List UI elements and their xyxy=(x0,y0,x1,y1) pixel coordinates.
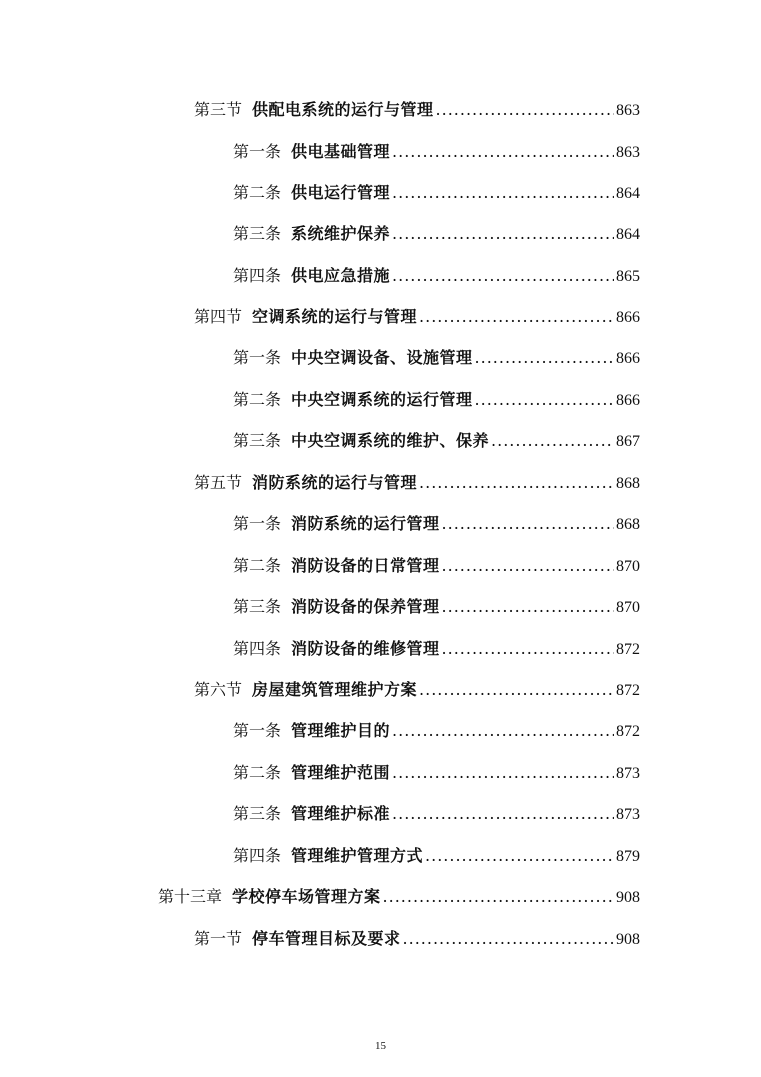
toc-entry-page: 863 xyxy=(616,144,640,161)
toc-entry-page: 870 xyxy=(616,558,640,575)
toc-entry[interactable] xyxy=(233,719,640,743)
toc-leader-dots xyxy=(403,927,614,951)
toc-leader-dots xyxy=(392,140,614,164)
toc-entry[interactable] xyxy=(233,554,640,578)
toc-leader-dots xyxy=(442,637,614,661)
toc-entry-page: 867 xyxy=(616,433,640,450)
toc-entry-title: 消防设备的维修管理 xyxy=(291,639,440,658)
toc-entry[interactable] xyxy=(233,429,640,453)
toc-entry-page: 866 xyxy=(616,309,640,326)
toc-entry-title: 空调系统的运行与管理 xyxy=(252,307,418,326)
toc-entry-number: 第三条 xyxy=(233,804,282,823)
toc-entry-number: 第二条 xyxy=(233,763,282,782)
toc-entry-title: 管理维护目的 xyxy=(291,721,391,740)
toc-entry-page: 879 xyxy=(616,848,640,865)
toc-entry-number: 第一条 xyxy=(233,514,282,533)
toc-entry-title: 停车管理目标及要求 xyxy=(252,929,401,948)
toc-entry-page: 863 xyxy=(616,102,640,119)
toc-entry[interactable] xyxy=(233,222,640,246)
toc-leader-dots xyxy=(475,346,614,370)
toc-leader-dots xyxy=(419,471,614,495)
toc-leader-dots xyxy=(392,719,614,743)
toc-entry-title: 消防系统的运行管理 xyxy=(291,514,440,533)
toc-entry-title: 中央空调系统的运行管理 xyxy=(291,390,473,409)
toc-entry[interactable] xyxy=(233,264,640,288)
toc-entry-page: 908 xyxy=(616,931,640,948)
toc-entry-title: 系统维护保养 xyxy=(291,224,391,243)
toc-entry[interactable] xyxy=(233,512,640,536)
toc-entry-number: 第一节 xyxy=(194,929,243,948)
toc-entry-number: 第五节 xyxy=(194,473,243,492)
toc-entry-page: 872 xyxy=(616,723,640,740)
toc-leader-dots xyxy=(442,512,614,536)
toc-entry-number: 第三条 xyxy=(233,431,282,450)
toc-entry[interactable] xyxy=(194,927,640,951)
toc-entry-number: 第六节 xyxy=(194,680,243,699)
toc-entry-number: 第三节 xyxy=(194,100,243,119)
toc-entry-number: 第四节 xyxy=(194,307,243,326)
toc-leader-dots xyxy=(419,678,614,702)
toc-leader-dots xyxy=(442,595,614,619)
toc-entry-title: 供电基础管理 xyxy=(291,142,391,161)
toc-entry[interactable] xyxy=(233,346,640,370)
toc-entry-number: 第二条 xyxy=(233,556,282,575)
toc-entry-number: 第二条 xyxy=(233,183,282,202)
toc-entry[interactable] xyxy=(233,181,640,205)
toc-entry-title: 中央空调系统的维护、保养 xyxy=(291,431,490,450)
toc-entry-page: 870 xyxy=(616,599,640,616)
toc-leader-dots xyxy=(392,761,614,785)
toc-entry-number: 第二条 xyxy=(233,390,282,409)
toc-entry-page: 872 xyxy=(616,682,640,699)
toc-leader-dots xyxy=(442,554,614,578)
toc-leader-dots xyxy=(436,98,614,122)
toc-entry[interactable] xyxy=(233,388,640,412)
toc-entry-number: 第四条 xyxy=(233,639,282,658)
toc-entry-number: 第四条 xyxy=(233,846,282,865)
toc-entry-title: 消防设备的保养管理 xyxy=(291,597,440,616)
toc-leader-dots xyxy=(392,181,614,205)
toc-leader-dots xyxy=(392,802,614,826)
toc-entry-page: 908 xyxy=(616,889,640,906)
toc-entry-page: 872 xyxy=(616,641,640,658)
toc-entry-number: 第三条 xyxy=(233,224,282,243)
toc-leader-dots xyxy=(383,885,614,909)
toc-entry-page: 866 xyxy=(616,392,640,409)
page-number: 15 xyxy=(375,1040,386,1052)
toc-leader-dots xyxy=(392,222,614,246)
toc-entry-title: 消防系统的运行与管理 xyxy=(252,473,418,492)
toc-entry-title: 供配电系统的运行与管理 xyxy=(252,100,434,119)
toc-entry-number: 第一条 xyxy=(233,721,282,740)
toc-entry[interactable] xyxy=(158,885,640,909)
toc-entry-title: 供电应急措施 xyxy=(291,266,391,285)
toc-entry-title: 供电运行管理 xyxy=(291,183,391,202)
toc-entry[interactable] xyxy=(194,678,640,702)
toc-entry-page: 864 xyxy=(616,226,640,243)
toc-entry-title: 中央空调设备、设施管理 xyxy=(291,348,473,367)
toc-entry-number: 第四条 xyxy=(233,266,282,285)
toc-entry[interactable] xyxy=(194,305,640,329)
toc-entry[interactable] xyxy=(194,471,640,495)
toc-entry-title: 房屋建筑管理维护方案 xyxy=(252,680,418,699)
toc-entry-page: 865 xyxy=(616,268,640,285)
toc-entry-title: 学校停车场管理方案 xyxy=(232,887,381,906)
toc-leader-dots xyxy=(475,388,614,412)
toc-entry-number: 第三条 xyxy=(233,597,282,616)
toc-entry-page: 868 xyxy=(616,516,640,533)
toc-entry-number: 第一条 xyxy=(233,142,282,161)
toc-leader-dots xyxy=(419,305,614,329)
toc-entry-number: 第一条 xyxy=(233,348,282,367)
toc-entry-title: 管理维护范围 xyxy=(291,763,391,782)
toc-entry[interactable] xyxy=(194,98,640,122)
toc-entry-title: 管理维护标准 xyxy=(291,804,391,823)
toc-entry-page: 864 xyxy=(616,185,640,202)
toc-entry-title: 消防设备的日常管理 xyxy=(291,556,440,575)
toc-entry[interactable] xyxy=(233,140,640,164)
toc-entry[interactable] xyxy=(233,844,640,868)
toc-entry-number: 第十三章 xyxy=(158,887,223,906)
toc-entry[interactable] xyxy=(233,595,640,619)
toc-leader-dots xyxy=(392,264,614,288)
toc-leader-dots xyxy=(425,844,614,868)
toc-entry[interactable] xyxy=(233,637,640,661)
toc-entry[interactable] xyxy=(233,802,640,826)
toc-entry[interactable] xyxy=(233,761,640,785)
toc-entry-page: 873 xyxy=(616,765,640,782)
toc-entry-page: 866 xyxy=(616,350,640,367)
toc-leader-dots xyxy=(491,429,614,453)
toc-entry-page: 873 xyxy=(616,806,640,823)
toc-entry-title: 管理维护管理方式 xyxy=(291,846,424,865)
toc-entry-page: 868 xyxy=(616,475,640,492)
